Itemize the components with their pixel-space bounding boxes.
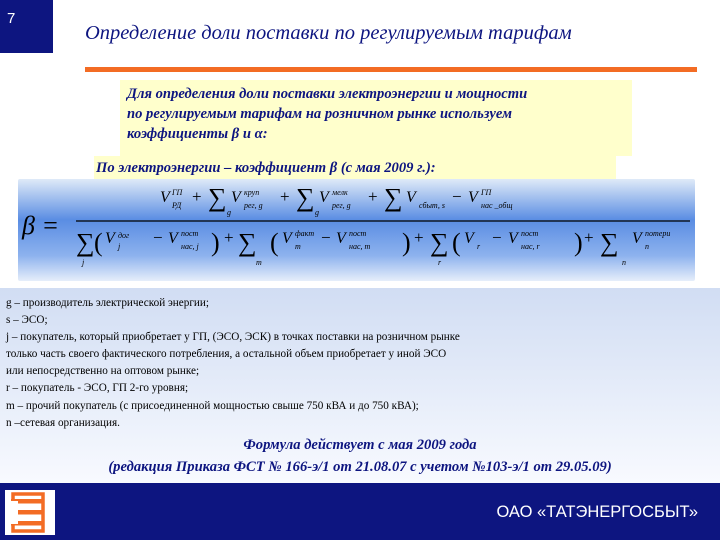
num-v2-sup: круп xyxy=(244,188,260,197)
legend-panel xyxy=(0,288,720,483)
den-idx3: r xyxy=(438,258,442,267)
minus-sign: − xyxy=(452,187,462,206)
num-v1: V xyxy=(160,189,170,206)
den-idx1: j xyxy=(82,258,85,267)
sigma-symbol: ∑ xyxy=(384,183,403,212)
den-g-sup: потери xyxy=(645,229,671,238)
num-v2-sub: рег, g xyxy=(244,201,263,210)
den-a: V xyxy=(105,230,115,247)
sigma-symbol: ∑ xyxy=(238,228,257,257)
minus-sign: − xyxy=(321,228,331,247)
tatenergosbyt-logo-icon xyxy=(5,490,55,535)
legend-item-s: s – ЭСО; xyxy=(6,314,48,327)
intro-line-3: коэффициенты β и α: xyxy=(127,126,268,142)
num-v4: V xyxy=(406,189,416,206)
den-e: V xyxy=(464,230,474,247)
paren-close: ) xyxy=(574,228,583,257)
legend-item-g: g – производитель электрической энергии; xyxy=(6,297,209,309)
den-d-sub: нас, m xyxy=(349,242,371,251)
plus-sign: + xyxy=(368,187,378,206)
intro-paragraph xyxy=(127,84,632,144)
formula-subheading: По электроэнергии – коэффициент β (с мая 2009 г.): xyxy=(94,156,616,180)
sigma-symbol: ∑ xyxy=(600,228,619,257)
sigma-symbol: ∑ xyxy=(430,228,449,257)
intro-line-2: по регулируемым тарифам на розничном рынке используем xyxy=(127,106,512,122)
den-a-subj: j xyxy=(118,242,121,251)
den-d: V xyxy=(336,230,346,247)
intro-line-1: Для определения доли поставки электроэнергии и мощности xyxy=(127,86,528,102)
den-idx4: n xyxy=(622,258,626,267)
num-v3-sup: мелк xyxy=(332,188,348,197)
slide-title: Определение доли поставки по регулируемым тарифам xyxy=(85,22,572,44)
num-v2: V xyxy=(231,189,241,206)
den-b-sub: нас, j xyxy=(181,242,199,251)
paren-close: ) xyxy=(402,228,411,257)
den-c: V xyxy=(282,230,292,247)
den-f: V xyxy=(508,230,518,247)
order-reference-note: (редакция Приказа ФСТ № 166-э/1 от 21.08.07 с учетом №103-э/1 от 29.05.09) xyxy=(108,459,612,475)
legend-item-m: m – прочий покупатель (с присоединенной мощностью свыше 750 кВА и до 750 кВА); xyxy=(6,399,419,412)
num-v3: V xyxy=(319,189,329,206)
minus-sign: − xyxy=(153,228,163,247)
paren-open: ( xyxy=(452,228,461,257)
den-f-sup: пост xyxy=(521,229,539,238)
num-v5-sub: нас _общ xyxy=(481,201,513,210)
den-c-sup: факт xyxy=(295,229,315,238)
beta-formula xyxy=(18,179,695,281)
num-v5: V xyxy=(468,189,478,206)
plus-sign: + xyxy=(192,187,202,206)
plus-sign: + xyxy=(584,228,594,247)
den-a-sub: дог xyxy=(118,231,130,240)
effective-date-note: Формула действует с мая 2009 года xyxy=(243,437,477,453)
den-e-sub: r xyxy=(477,242,481,251)
slide-number-text: 7 xyxy=(7,10,16,27)
legend-list xyxy=(6,295,706,432)
num-v1-sub: РД xyxy=(172,201,182,210)
formula-denominator xyxy=(76,228,670,267)
legend-item-j-cont: только часть своего фактического потребления, а остальной объем приобретает у иной ЭСО xyxy=(6,348,447,361)
paren-open: ( xyxy=(270,228,279,257)
num-v3-sub: рег, g xyxy=(332,201,351,210)
sigma-symbol: ∑ xyxy=(208,183,227,212)
logo-glyph xyxy=(5,490,55,535)
plus-sign: + xyxy=(224,228,234,247)
sigma-symbol: ∑ xyxy=(76,228,95,257)
legend-item-r: r – покупатель - ЭСО, ГП 2-го уровня; xyxy=(6,382,189,395)
legend-item-j-cont2: или непосредственно на оптовом рынке; xyxy=(6,365,200,378)
den-b-sup: пост xyxy=(181,229,199,238)
num-v5-sup: ГП xyxy=(481,188,492,197)
plus-sign: + xyxy=(280,187,290,206)
num-v4-sub: сбыт, s xyxy=(419,201,445,210)
den-d-sup: пост xyxy=(349,229,367,238)
den-b: V xyxy=(168,230,178,247)
den-c-sub: m xyxy=(295,242,301,251)
paren-close: ) xyxy=(211,228,220,257)
legend-item-j: j – покупатель, который приобретает у ГП, (ЭСО, ЭСК) в точках поставки на розничном рынке xyxy=(6,331,460,344)
title-underline xyxy=(85,67,697,72)
formula-beta: β = xyxy=(22,211,59,240)
den-g: V xyxy=(632,230,642,247)
paren-open: ( xyxy=(94,228,103,257)
num-v1-sup: ГП xyxy=(172,188,183,197)
legend-item-n: n –сетевая организация. xyxy=(6,416,120,429)
den-f-sub: нас, r xyxy=(521,242,540,251)
sigma-symbol: ∑ xyxy=(296,183,315,212)
company-name: ОАО «ТАТЭНЕРГОСБЫТ» xyxy=(496,503,698,521)
den-g-sub: n xyxy=(645,242,649,251)
num-sum2-index: g xyxy=(227,208,231,217)
den-idx2: m xyxy=(256,258,262,267)
formula-panel xyxy=(18,179,695,281)
plus-sign: + xyxy=(414,228,424,247)
minus-sign: − xyxy=(492,228,502,247)
slide-number xyxy=(0,0,53,53)
num-sum3-index: g xyxy=(315,208,319,217)
formula-numerator xyxy=(160,183,512,217)
